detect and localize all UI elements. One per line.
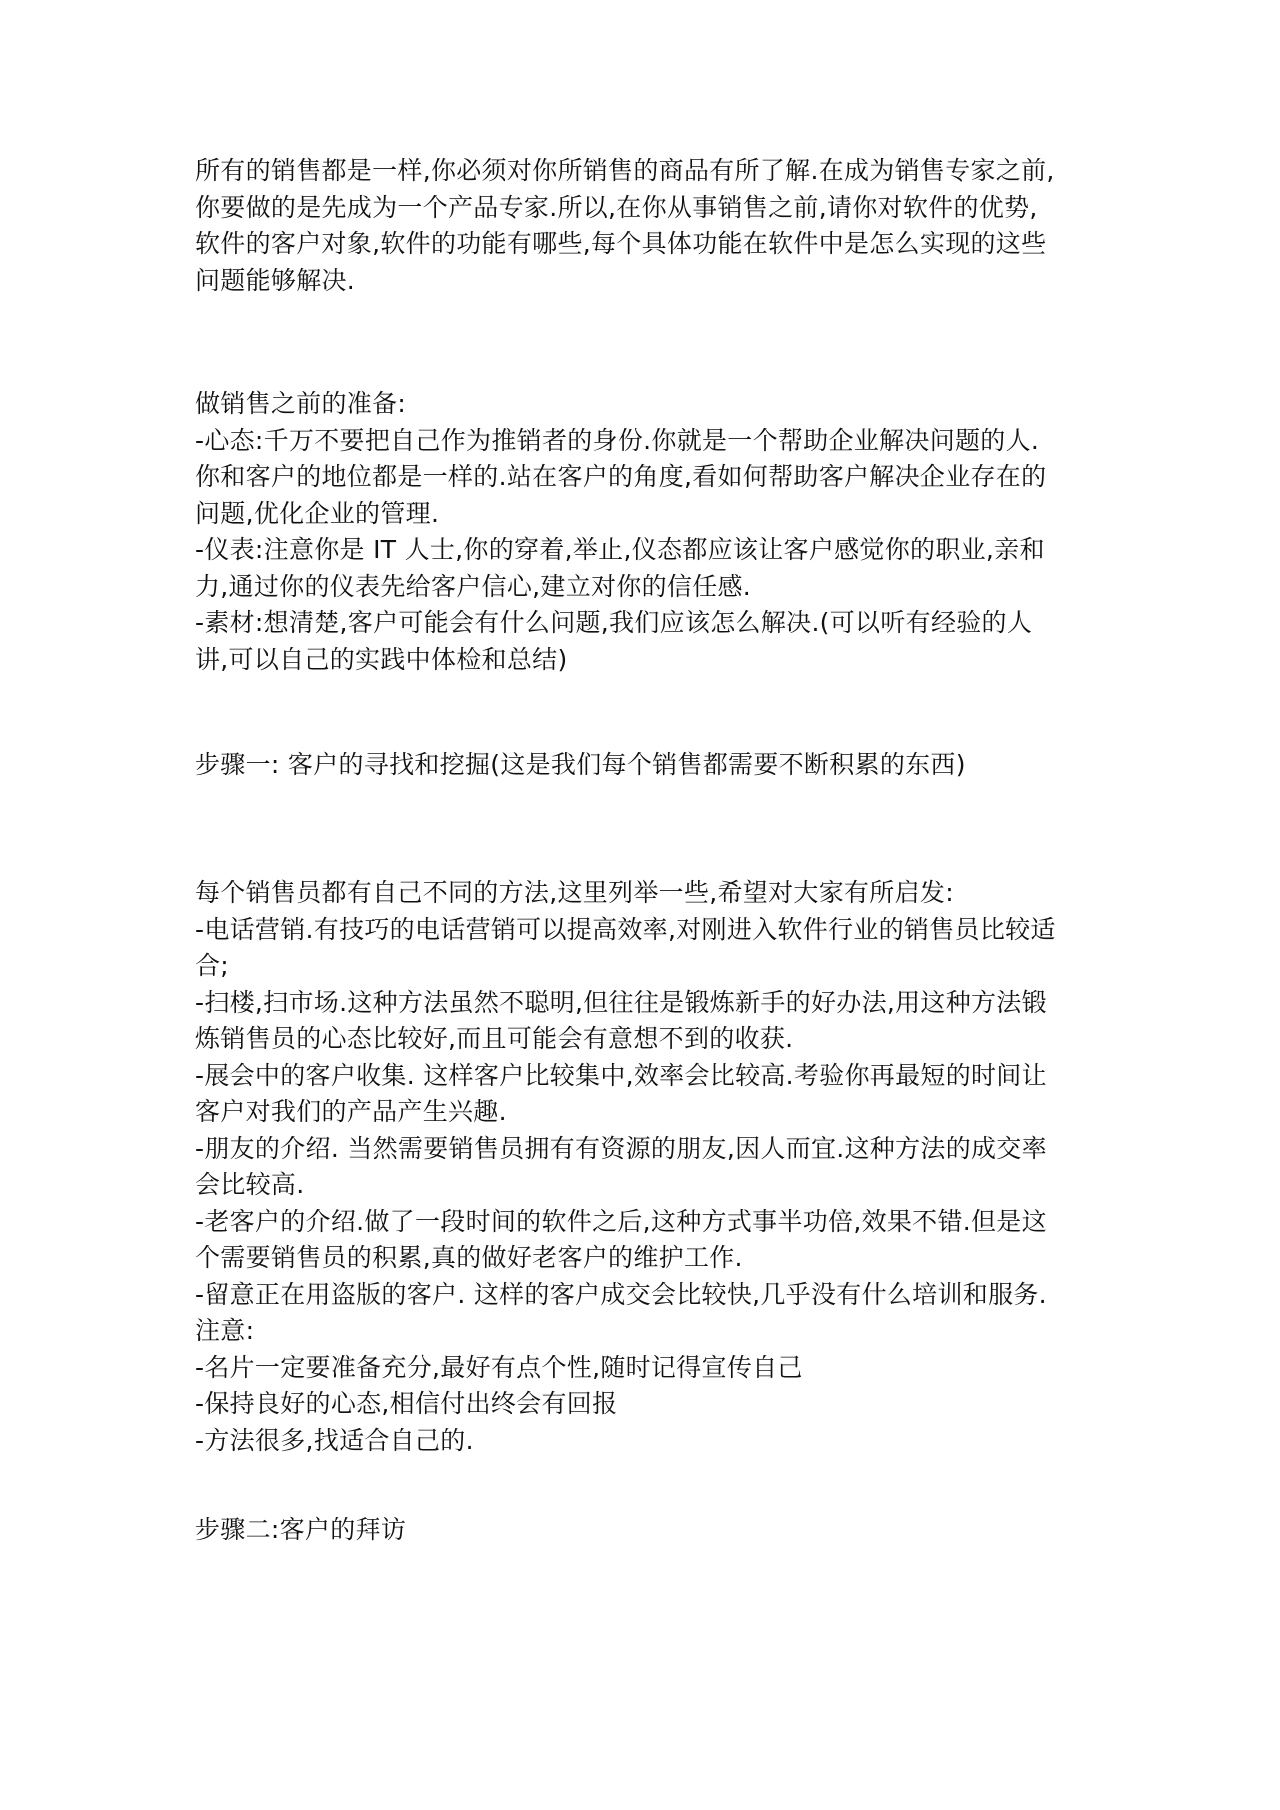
notes-line: -方法很多,找适合自己的. bbox=[195, 1425, 474, 1455]
methods-line: 客户对我们的产品产生兴趣. bbox=[195, 1097, 507, 1126]
step1-section bbox=[195, 747, 1095, 784]
intro-line: 软件的客户对象,软件的功能有哪些,每个具体功能在软件中是怎么实现的这些 bbox=[195, 229, 1047, 258]
preparation-line: 讲,可以自己的实践中体检和总结) bbox=[195, 644, 568, 674]
step1-heading: 步骤一: 客户的寻找和挖掘(这是我们每个销售都需要不断积累的东西) bbox=[195, 750, 966, 779]
methods-line: 合; bbox=[195, 951, 230, 980]
preparation-section bbox=[195, 386, 1095, 678]
methods-intro-line: 每个销售员都有自己不同的方法,这里列举一些,希望对大家有所启发: bbox=[195, 878, 954, 907]
methods-line: -老客户的介绍.做了一段时间的软件之后,这种方式事半功倍,效果不错.但是这 bbox=[195, 1206, 1047, 1236]
preparation-line: 你和客户的地位都是一样的.站在客户的角度,看如何帮助客户解决企业存在的 bbox=[195, 462, 1047, 491]
intro-line: 所有的销售都是一样,你必须对你所销售的商品有所了解.在成为销售专家之前, bbox=[195, 156, 1055, 185]
methods-line: -扫楼,扫市场.这种方法虽然不聪明,但往往是锻炼新手的好办法,用这种方法锻 bbox=[195, 987, 1047, 1017]
methods-line: -展会中的客户收集. 这样客户比较集中,效率会比较高.考验你再最短的时间让 bbox=[195, 1060, 1047, 1090]
intro-line: 你要做的是先成为一个产品专家.所以,在你从事销售之前,请你对软件的优势, bbox=[195, 192, 1038, 222]
preparation-line: -素材:想清楚,客户可能会有什么问题,我们应该怎么解决.(可以听有经验的人 bbox=[195, 608, 1033, 637]
preparation-line: 力,通过你的仪表先给客户信心,建立对你的信任感. bbox=[195, 571, 752, 601]
intro-line: 问题能够解决. bbox=[195, 265, 356, 295]
preparation-heading: 做销售之前的准备: bbox=[195, 389, 407, 418]
preparation-line: 问题,优化企业的管理. bbox=[195, 498, 440, 528]
notes-line: -名片一定要准备充分,最好有点个性,随时记得宣传自己 bbox=[195, 1352, 803, 1382]
methods-line: 炼销售员的心态比较好,而且可能会有意想不到的收获. bbox=[195, 1024, 794, 1053]
methods-line: 会比较高. bbox=[195, 1170, 305, 1199]
intro-paragraph bbox=[195, 153, 1095, 299]
methods-section bbox=[195, 875, 1095, 1459]
preparation-line: -仪表:注意你是 IT 人士,你的穿着,举止,仪态都应该让客户感觉你的职业,亲和 bbox=[195, 535, 1045, 564]
notes-line: -保持良好的心态,相信付出终会有回报 bbox=[195, 1389, 618, 1418]
methods-line: -留意正在用盗版的客户. 这样的客户成交会比较快,几乎没有什么培训和服务. bbox=[195, 1279, 1047, 1309]
preparation-line: -心态:千万不要把自己作为推销者的身份.你就是一个帮助企业解决问题的人. bbox=[195, 425, 1040, 455]
methods-line: -电话营销.有技巧的电话营销可以提高效率,对刚进入软件行业的销售员比较适 bbox=[195, 914, 1056, 944]
methods-line: -朋友的介绍. 当然需要销售员拥有有资源的朋友,因人而宜.这种方法的成交率 bbox=[195, 1133, 1047, 1163]
methods-line: 个需要销售员的积累,真的做好老客户的维护工作. bbox=[195, 1243, 743, 1272]
step2-section bbox=[195, 1512, 1095, 1549]
step2-heading: 步骤二:客户的拜访 bbox=[195, 1515, 407, 1544]
notes-heading: 注意: bbox=[195, 1316, 255, 1345]
